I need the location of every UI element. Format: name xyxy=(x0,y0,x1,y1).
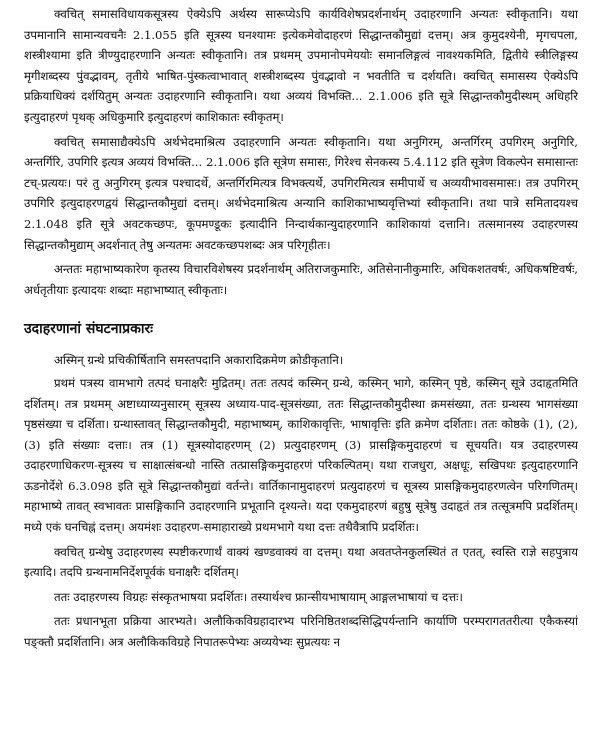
paragraph-alphabetical-order: अस्मिन् ग्रन्थे प्रचिकीर्षितानि समस्तपदानि अकारादिक्रमेण क्रोडीकृतानि। xyxy=(54,353,344,368)
paragraph-meaning-difference: क्वचित् समासाद्यैक्येऽपि अर्थभेदमाश्रित्य उदाहरणानि अन्यतः स्वीकृतानि। यथा अनुगिरम्, अन्तर्गिरम् उपगिरम् अनुगिरि, अन्तर्गिरि, उपगिरि इत्यत्र अव्ययं विभक्ति... 2.1.006 इति सूत्रेण समासः, गिरेश्च सेनकस्य 5.4.112 इति सूत्रेण विकल्पेन समासान्तः टच्-प्रत्ययः। परं तु अनुगिरम् इत्यत्र पश्चादर्थे, अन्तर्गिरमित्यत्र विभक्त्यर्थे, उपगिरमित्यत्र समीपार्थे च अव्ययीभावसमासः। तत्र उपगिरम् उपगिरि इत्युदाहरणद्वयं सिद्धान्तकौमुद्यां दत्तम्। अर्थभेदमाश्रित्य अन्यानि काशिकाभाष्यवृत्तिभ्यां स्वीकृतानि। तथा पात्रे समितादयश्च 2.1.048 इति सूत्रे अवटकच्छपः, कूपमण्डूकः इत्यादीनि निन्दार्थकान्युदाहरणानि काशिकायां दत्तानि। तत्समानस्य उदाहरणस्य सिद्धान्तकौमुद्याम् अदर्शनात् तेषु अन्यतमः अवटकच्छपशब्दः अत्र परिगृहीतः। xyxy=(24,134,578,252)
section-heading: उदाहरणानां संघटनाप्रकारः xyxy=(24,321,153,338)
paragraph-exceptions: क्वचित् समासविधायकसूत्रस्य ऐक्येऽपि अर्थस्य सारूप्येऽपि कार्यविशेषप्रदर्शनार्थम् उदाहरणानि अन्यतः स्वीकृतानि। यथा उपमानानि सामान्यवचनैः 2.1.055 इति सूत्रस्य घनश्यामः इत्येकमेवोदाहरणं सिद्धान्तकौमुद्यां दत्तम्। अत्र कुमुदश्येनी, मृगचपला, शस्त्रीश्यामा इति त्रीण्युदाहरणानि अन्यतः स्वीकृतानि। तत्र प्रथमम् उपमानोपमेययोः समानलिङ्गत्वं नावश्यकमिति, द्वितीये स्त्रीलिङ्गस्य मृगीशब्दस्य पुंवद्भावम्, तृतीये भाषित-पुंस्कत्वाभावात् शस्त्रीशब्दस्य पुंवद्भावो न भवतीति च दर्शयति। क्वचित् समासस्य ऐक्येऽपि प्रक्रियाधिक्यं दर्शयितुम् अन्यतः उदाहरणानि स्वीकृतानि। यथा अव्ययं विभक्ति... 2.1.006 इति सूत्रे सिद्धान्तकौमुदीस्थम् अधिहरि इत्युदाहरणं पृथक् अधिकुमारि इत्युदाहरणं काशिकातः स्वीकृतम्। xyxy=(24,7,578,124)
paragraph-mahabhashya: अन्ततः महाभाष्यकारेण कृतस्य विचारविशेषस्य प्रदर्शनार्थम् अतिराजकुमारिः, अतिसेनानीकुमारिः, अधिकशतवर्षः, अधिकषष्टिवर्षः, अर्धतृतीयाः इत्यादयः शब्दाः महाभाष्यात् स्वीकृताः। xyxy=(24,262,578,297)
paragraph-vigraha: ततः उदाहरणस्य विग्रहः संस्कृतभाषया प्रदर्शितः। तस्यार्थश्च फ्रान्सीयभाषायाम् आङ्गलभाषायां च दत्तः। xyxy=(54,589,463,604)
paragraph-sentences: क्वचित् ग्रन्थेषु उदाहरणस्य स्पष्टीकरणार्थं वाक्यं खण्डवाक्यं वा दत्तम्। यथा अवतप्तेनकुलस्थितं त एतत्, स्वस्ति राज्ञे सहपुत्राय इत्यादि। तदपि ग्रन्थनामनिर्देशपूर्वकं घनाक्षरैः दर्शितम्। xyxy=(24,544,578,580)
paragraph-layout-description: प्रथमं पत्रस्य वामभागे तत्पदं घनाक्षरैः मुद्रितम्। ततः तत्पदं कस्मिन् ग्रन्थे, कस्मिन् भागे, कस्मिन् पृष्ठे, कस्मिन् सूत्रे उदाहृतमिति दर्शितम्। तत्र प्रथमम् अष्टाध्याय्यनुसारम् सूत्रस्य अध्याय-पाद-सूत्रसंख्या, ततः सिद्धान्तकौमुदीस्था क्रमसंख्या, ततः ग्रन्थस्य भागसंख्या पृष्ठसंख्या च दर्शिता। ग्रन्थास्तावत् सिद्धान्तकौमुदी, महाभाष्यम्, काशिकावृत्तिः, भाषावृत्तिः इति क्रमेण दर्शिताः। ततः कोष्ठके (1), (2), (3) इति संख्याः दत्ताः। तत्र (1) सूत्रस्योदाहरणम् (2) प्रत्युदाहरणम् (3) प्रासङ्गिकमुदाहरणं च सूचयति। यत्र उदाहरणस्य उदाहरणाधिकरण-सूत्रस्य च साक्षात्संबन्धो नास्ति तत्प्रासङ्गिकमुदाहरणं परिकल्पितम्। यथा राजधुरा, अक्षधूः, सखिपथः इत्युदाहरणानि ऊडनोर्देशे 6.3.098 इति सूत्रे सिद्धान्तकौमुद्यां वर्तन्ते। वार्तिकानामुदाहरणं प्रत्युदाहरणं च सूत्रस्य प्रासङ्गिकमुदाहरणत्वेन परिगणितम्। महाभाष्ये तावत् स्वभावतः प्रासङ्गिकानि उदाहरणानि प्रभूतानि दृश्यन्ते। यदा एकमुदाहरणं बहुषु सूत्रेषु उदाहृतं तत्र तत्सूत्रमपि प्रदर्शितम्। मध्ये एकं घनचिह्नं दत्तम्। अयमंशः उदाहरण-समाहाराख्ये प्रथमभागे यथा दत्तः तथैवैत्रापि प्रदर्शितः। xyxy=(24,375,578,535)
paragraph-prakriya: ततः प्रधानभूता प्रक्रिया आरभ्यते। अलौकिकविग्रहादारभ्य परिनिष्ठितशब्दसिद्धिपर्यन्तानि कार्याणि परम्परागततरीत्या एकैकस्यां पङ्क्तौ प्रदर्शितानि। अत्र अलौकिकविग्रहे निपातरूपेभ्यः अव्ययेभ्यः सुप्रत्ययः न xyxy=(24,614,578,650)
